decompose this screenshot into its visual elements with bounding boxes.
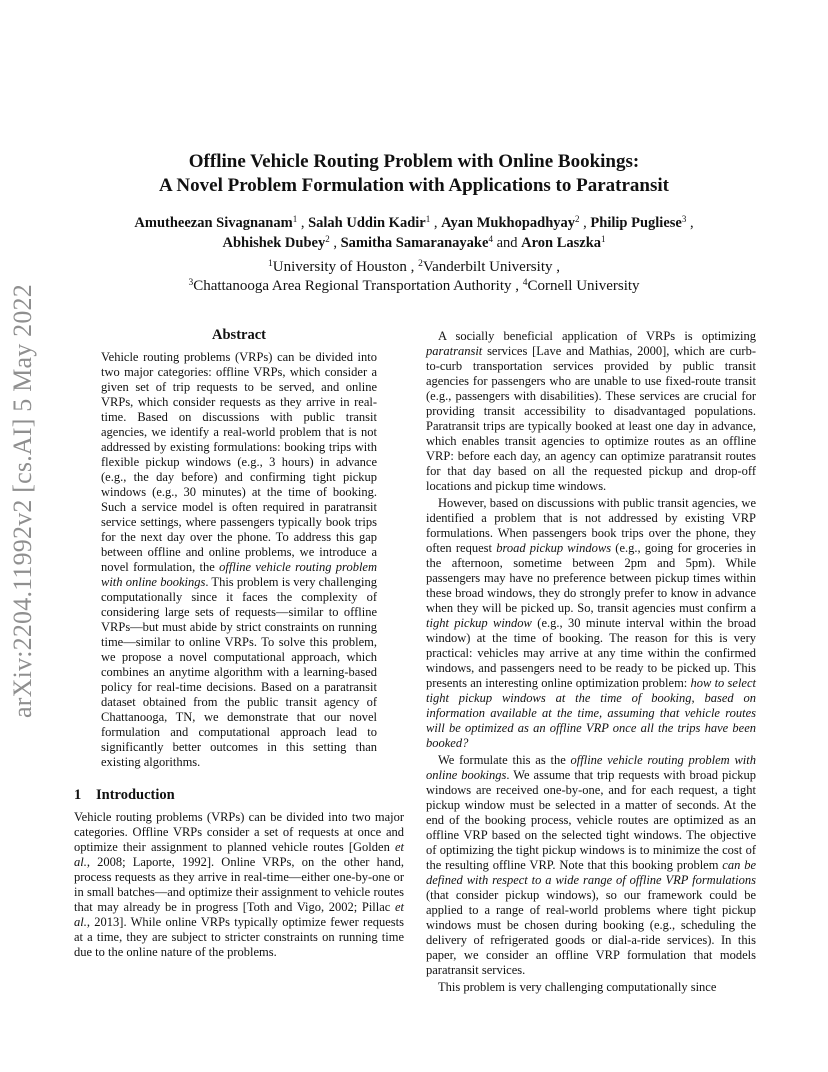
author-affiliation-mark: 3 (681, 214, 687, 224)
author-name: Amutheezan Sivagnanam (134, 215, 293, 231)
author-name: Salah Uddin Kadir (308, 215, 426, 231)
affiliation-number: 2 (418, 259, 423, 269)
body-paragraph: We formulate this as the offline vehicle routing problem with online bookings. We assume that trip requests with broad pickup windows are received one-by-one, and for each request, a tight pickup window must be selected in a matter of seconds. At the end of the booking process, vehicle routes are optimized as an offline VRP based on the selected tight windows. The objective of optimizing the tight pickup windows is to minimize the cost of the resulting offline VRP. Note that this booking problem can be defined with respect to a wide range of offline VRP formulations (that consider pickup windows), so our framework could be applied to a range of real-world problems where tight pickup windows must be chosen during booking (e.g., scheduling the delivery of refrigerated goods or dial-a-ride services). In this paper, we consider an offline VRP formulation that models paratransit services. (426, 753, 757, 977)
arxiv-side-stamp (6, 266, 40, 736)
abstract-paragraph: Vehicle routing problems (VRPs) can be divided into two major categories: offline VRPs, which consider a given set of trip requests to be served, and online VRPs, which consider requests as they arrive in real-time. Based on discussions with public transit agencies, we identify a real-world problem that is not addressed by existing formulations: booking trips with flexible pickup windows (e.g., 3 hours) in advance (e.g., the day before) and confirming tight pickup windows (e.g., 30 minutes) at the time of booking. Such a service model is often required in paratransit service settings, where passengers typically book trips for the next day over the phone. To address this gap between offline and online problems, we introduce a novel formulation, the offline vehicle routing problem with online bookings. This problem is very challenging computationally since it faces the complexity of considering large sets of requests—similar to offline VRPs—but must abide by strict constraints on running time—similar to online VRPs. To solve this problem, we propose a novel computational approach, which combines an anytime algorithm with a learning-based policy for real-time decisions. Based on a paratransit dataset obtained from the public transit agency of Chattanooga, TN, we demonstrate that our novel formulation and computational approach lead to significantly better outcomes in this setting than existing algorithms. (101, 350, 377, 769)
abstract-heading: Abstract (212, 327, 266, 343)
author-name: Aron Laszka (521, 235, 602, 251)
title-line-1: Offline Vehicle Routing Problem with Online Bookings: (188, 151, 640, 172)
author-affiliation-mark: 2 (575, 214, 580, 224)
emphasis: offline vehicle routing problem with online bookings (101, 560, 377, 589)
intro-paragraph: Vehicle routing problems (VRPs) can be divided into two major categories. Offline VRPs consider a set of requests at once and optimize their assignment to planned vehicle routes [Golden et al., 2008; Laporte, 1992]. Online VRPs, on the other hand, process requests as they arrive in real-time—either one-by-one or in small batches—and optimize their assignment to vehicle routes that may already be in progress [Toth and Vigo, 2002; Pillac et al., 2013]. While online VRPs typically optimize fewer requests at a time, they are subject to stricter constraints on running time due to the online nature of the problems. (74, 810, 404, 959)
author-name: Ayan Mukhopadhyay (441, 215, 576, 231)
paper-title (100, 150, 728, 198)
author-affiliation-mark: 2 (325, 234, 330, 244)
affiliation-number: 4 (522, 278, 528, 288)
author-list (60, 213, 768, 253)
arxiv-identifier: arXiv:2204.11992v2 [cs.AI] 5 May 2022 (8, 284, 37, 718)
abstract-body (101, 350, 377, 770)
body-paragraph: This problem is very challenging computationally since (438, 980, 717, 994)
author-affiliation-mark: 1 (601, 234, 606, 244)
affiliation-name: Chattanooga Area Regional Transportation Authority (193, 278, 512, 294)
body-paragraph: However, based on discussions with public transit agencies, we identified a problem that is not addressed by existing VRP formulations. When passengers book trips over the phone, they often request broad pickup windows (e.g., going for groceries in the afternoon, sometime between 2pm and 5pm). While passengers may have no preference between pickup times within these broad windows, they do strongly prefer to know in advance when they will be picked up. So, transit agencies must confirm a tight pickup window (e.g., 30 minute interval within the broad window) at the time of booking. The reason for this is very practical: vehicles may arrive at any time within the confirmed windows, and passengers need to be ready to be picked up. This presents an interesting online optimization problem: how to select tight pickup windows at the time of booking, based on information available at the time, assuming that vehicle routes will be optimized as an offline VRP once all the trips have been booked? (426, 496, 756, 750)
affiliation-name: Vanderbilt University (422, 259, 553, 275)
author-affiliation-mark: 1 (425, 214, 431, 224)
section-number: 1 (74, 787, 82, 803)
affiliation-number: 1 (268, 259, 273, 269)
left-column (74, 326, 404, 960)
affiliation-name: Cornell University (527, 278, 640, 294)
and-word: and (496, 235, 518, 251)
author-name: Abhishek Dubey (222, 235, 326, 251)
affiliation-name: University of Houston (272, 259, 407, 275)
right-column (426, 329, 756, 997)
author-line-2: Abhishek Dubey$^2$ , Samitha Samaranayake$^4$ and Aron Laszka$^1$ (222, 234, 606, 251)
section-heading-introduction (74, 786, 404, 804)
affiliation-number: 3 (188, 278, 194, 288)
author-affiliation-mark: 4 (488, 234, 493, 244)
author-name: Philip Pugliese (590, 215, 682, 231)
body-paragraph: A socially beneficial application of VRPs is optimizing paratransit services [Lave and Mathias, 2000], which are curb-to-curb transportation services provided by public transit agencies for passengers who are unable to use fixed-route transit (e.g., passengers with disabilities). These services are crucial for providing transit accessibility to disadvantaged populations. Paratransit trips are typically booked at least one day in advance, which enables transit agencies to optimize routes as an offline VRP: before each day, an agency can optimize paratransit routes for that day based on all the requested pickup and drop-off locations and pickup time windows. (426, 329, 756, 493)
author-affiliation-mark: 1 (292, 214, 298, 224)
affiliation-line-2: $^3$Chattanooga Area Regional Transportation Authority , $^4$Cornell University (188, 278, 640, 294)
affiliation-list (60, 258, 768, 296)
section-title: Introduction (96, 787, 175, 803)
title-line-2: A Novel Problem Formulation with Applications to Paratransit (159, 175, 669, 196)
affiliation-line-1: $^1$University of Houston , $^2$Vanderbilt University , (268, 259, 560, 275)
author-line-1: Amutheezan Sivagnanam$^1$ , Salah Uddin Kadir$^1$ , Ayan Mukhopadhyay$^2$ , Philip Pugliese$^3$ , (134, 214, 694, 231)
author-name: Samitha Samaranayake (340, 235, 489, 251)
